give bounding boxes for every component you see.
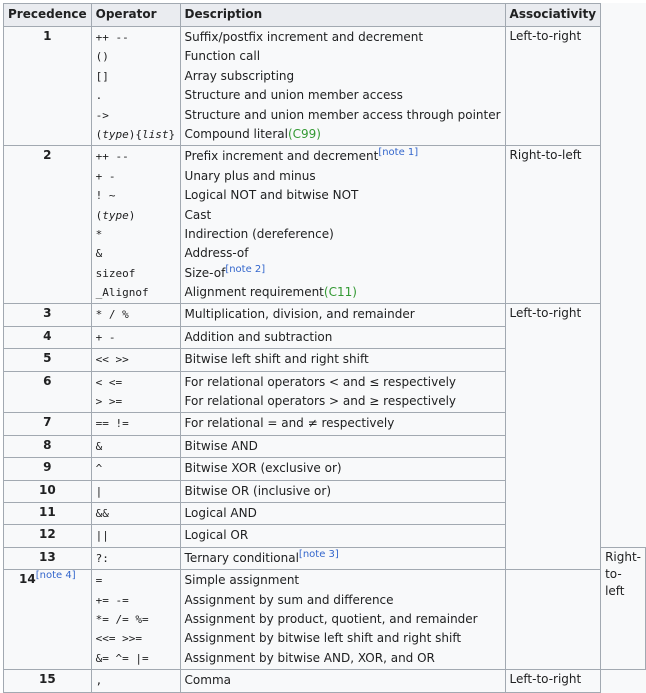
precedence-cell: 3 <box>4 304 92 326</box>
description: Simple assignment <box>184 573 300 588</box>
description-cell <box>180 435 505 457</box>
description: For relational operators > and ≥ respectively <box>184 394 457 409</box>
description: Assignment by product, quotient, and remainder <box>184 611 478 626</box>
table-row <box>4 670 646 692</box>
op-part: ){ <box>128 127 143 141</box>
precedence-cell: 2 <box>4 146 92 304</box>
operator: + - <box>95 169 116 183</box>
operator-cell <box>91 349 180 371</box>
description: Assignment by bitwise AND, XOR, and OR <box>184 650 435 665</box>
associativity-cell: Left-to-right <box>505 670 601 692</box>
operator: ^ <box>95 462 103 476</box>
operator-cell <box>91 326 180 348</box>
description <box>185 147 501 166</box>
associativity-cell: Right-to-left <box>601 547 646 669</box>
operator: < <= <box>95 375 123 389</box>
op-part: ) <box>128 208 136 222</box>
operator-cell <box>91 570 180 670</box>
operator <box>96 206 176 225</box>
description-text: Compound literal <box>184 126 288 141</box>
precedence-cell: 8 <box>4 435 92 457</box>
description: Assignment by bitwise left shift and right shift <box>184 631 462 646</box>
operator: ++ -- <box>95 150 129 164</box>
table-row <box>4 570 646 670</box>
operator-cell <box>91 525 180 547</box>
precedence-cell: 15 <box>4 670 92 692</box>
header-associativity: Associativity <box>505 4 601 27</box>
operator-cell <box>91 27 180 146</box>
operator: <<= >>= <box>95 632 142 646</box>
operator: * <box>95 227 103 241</box>
op-part: ( <box>95 127 103 141</box>
description-text: Alignment requirement <box>184 285 324 300</box>
op-list-placeholder: list <box>142 127 169 141</box>
note-link[interactable]: [note 3] <box>298 548 339 560</box>
description-cell <box>180 146 505 304</box>
precedence-cell: 1 <box>4 27 92 146</box>
operator: & <box>95 247 103 261</box>
operator-cell <box>91 458 180 480</box>
standard-link[interactable]: (C11) <box>323 285 357 300</box>
description <box>185 264 501 283</box>
associativity-cell: Left-to-right <box>505 27 601 146</box>
description-cell <box>180 670 505 692</box>
description: Structure and union member access through pointer <box>184 107 501 122</box>
description-cell <box>180 413 505 435</box>
description: Suffix/postfix increment and decrement <box>184 30 424 44</box>
description: Logical AND <box>184 505 257 520</box>
operator-cell <box>91 435 180 457</box>
operator: << >> <box>95 353 129 367</box>
operator: += -= <box>95 593 129 607</box>
associativity-cell: Right-to-left <box>505 146 601 304</box>
note-link[interactable]: [note 4] <box>35 570 76 582</box>
op-type-placeholder: type <box>102 208 129 222</box>
operator: == != <box>95 417 129 431</box>
operator: [] <box>95 69 109 83</box>
operator: _Alignof <box>95 286 149 300</box>
description: Logical NOT and bitwise NOT <box>184 188 359 203</box>
description-cell <box>180 349 505 371</box>
note-link[interactable]: [note 1] <box>378 147 419 159</box>
operator-cell <box>91 413 180 435</box>
operator: , <box>95 674 103 688</box>
table-row <box>4 304 646 326</box>
operator: * / % <box>95 308 129 322</box>
op-part: ( <box>95 208 103 222</box>
table-row <box>4 27 646 146</box>
header-precedence: Precedence <box>4 4 92 27</box>
operator-cell <box>91 502 180 524</box>
precedence-cell: 9 <box>4 458 92 480</box>
operator-cell <box>91 480 180 502</box>
operator: &= ^= |= <box>95 651 149 665</box>
operator <box>96 125 176 144</box>
description: Multiplication, division, and remainder <box>184 307 415 322</box>
description: Cast <box>184 207 212 222</box>
description-cell <box>180 525 505 547</box>
description: Function call <box>184 49 261 64</box>
operator-cell <box>91 371 180 413</box>
operator-precedence-table <box>3 3 646 693</box>
precedence-cell: 13 <box>4 547 92 569</box>
description-cell <box>180 570 505 670</box>
description-cell <box>180 27 505 146</box>
op-part: } <box>168 127 176 141</box>
operator-cell <box>91 304 180 326</box>
operator: > >= <box>95 395 123 409</box>
associativity-cell: Left-to-right <box>505 304 601 570</box>
description: Address-of <box>184 246 249 261</box>
precedence-cell <box>4 570 92 670</box>
operator-cell <box>91 146 180 304</box>
precedence-cell: 6 <box>4 371 92 413</box>
description: For relational operators < and ≤ respectively <box>184 374 457 389</box>
operator: *= /= %= <box>95 612 149 626</box>
description-cell <box>180 480 505 502</box>
operator: = <box>95 574 103 588</box>
description-cell <box>180 547 505 569</box>
operator: && <box>95 506 109 520</box>
description: For relational = and ≠ respectively <box>184 416 395 431</box>
operator: . <box>95 89 103 103</box>
description <box>185 549 501 568</box>
description-cell <box>180 502 505 524</box>
operator: | <box>95 484 103 498</box>
description: Array subscripting <box>184 68 295 83</box>
description: Bitwise left shift and right shift <box>184 352 369 367</box>
header-operator: Operator <box>91 4 180 27</box>
note-link[interactable]: [note 2] <box>225 263 266 275</box>
description-text: Prefix increment and decrement <box>184 149 379 164</box>
description: Logical OR <box>184 528 249 543</box>
operator: ! ~ <box>95 189 116 203</box>
operator: -> <box>95 108 109 122</box>
description: Unary plus and minus <box>184 168 316 183</box>
description-cell <box>180 326 505 348</box>
description <box>185 283 501 302</box>
precedence-level: 14 <box>19 572 36 587</box>
operator: ?: <box>95 551 109 565</box>
standard-link[interactable]: (C99) <box>287 126 321 141</box>
operator: () <box>95 50 109 64</box>
description-text: Ternary conditional <box>184 550 299 565</box>
precedence-cell: 7 <box>4 413 92 435</box>
header-row <box>4 4 646 27</box>
operator: || <box>95 529 109 543</box>
description: Assignment by sum and difference <box>184 592 394 607</box>
description: Comma <box>184 673 231 688</box>
operator: & <box>95 439 103 453</box>
precedence-cell: 11 <box>4 502 92 524</box>
precedence-cell: 12 <box>4 525 92 547</box>
table-row <box>4 146 646 304</box>
precedence-cell: 4 <box>4 326 92 348</box>
operator: + - <box>95 330 116 344</box>
description: Bitwise XOR (exclusive or) <box>184 461 342 476</box>
description-text: Size-of <box>184 265 226 280</box>
operator: sizeof <box>95 266 136 280</box>
precedence-cell: 5 <box>4 349 92 371</box>
description-cell <box>180 304 505 326</box>
operator-cell <box>91 547 180 569</box>
description <box>185 125 501 144</box>
description: Indirection (dereference) <box>184 226 334 241</box>
description: Bitwise OR (inclusive or) <box>184 483 332 498</box>
operator-cell <box>91 670 180 692</box>
header-description: Description <box>180 4 505 27</box>
description-cell <box>180 458 505 480</box>
op-type-placeholder: type <box>102 127 129 141</box>
description-cell <box>180 371 505 413</box>
description: Bitwise AND <box>184 438 258 453</box>
description: Addition and subtraction <box>184 329 333 344</box>
operator: ++ -- <box>95 31 129 44</box>
precedence-cell: 10 <box>4 480 92 502</box>
description: Structure and union member access <box>184 88 403 103</box>
